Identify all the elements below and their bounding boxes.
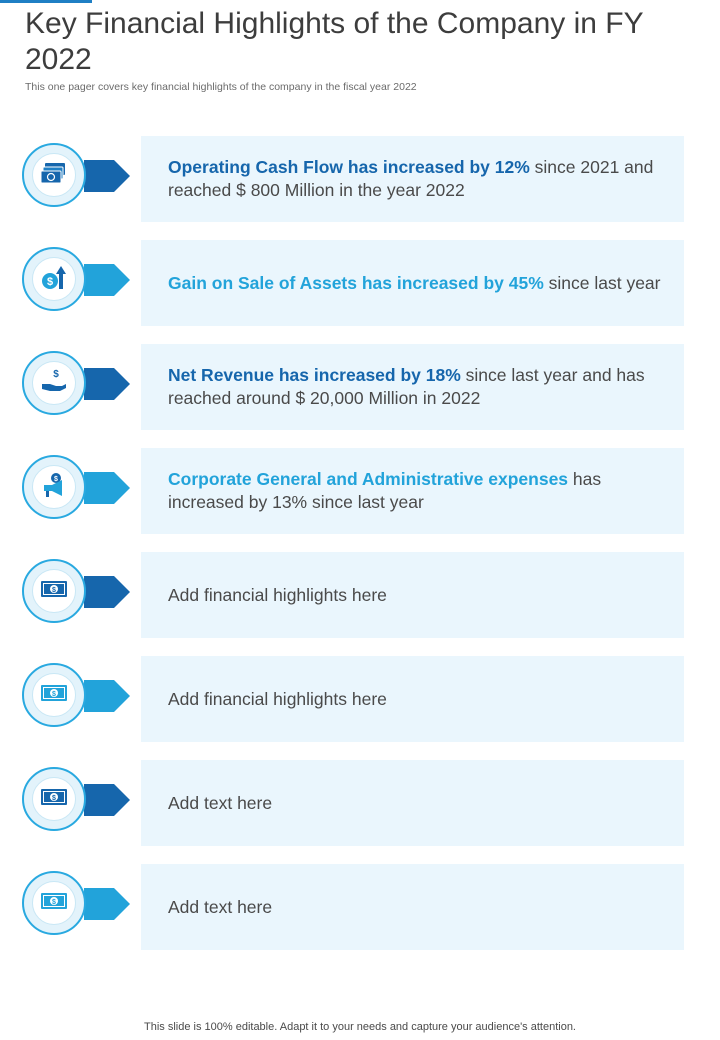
highlight-row xyxy=(0,656,720,742)
highlight-emphasis: Operating Cash Flow has increased by 12% xyxy=(168,157,530,177)
highlight-row xyxy=(0,760,720,846)
icon-badge xyxy=(22,559,132,631)
icon-badge xyxy=(22,351,132,423)
highlight-emphasis: Corporate General and Administrative expenses xyxy=(168,469,569,489)
banknote-icon xyxy=(40,892,68,915)
highlight-body: since last year xyxy=(543,272,661,293)
arrow-pointer xyxy=(84,680,130,712)
footer-note: This slide is 100% editable. Adapt it to your needs and capture your audience's attention. xyxy=(144,1021,576,1033)
arrow-pointer xyxy=(84,264,130,296)
arrow-pointer xyxy=(84,368,130,400)
cash-stack-icon xyxy=(39,161,69,190)
highlight-card xyxy=(141,136,684,222)
highlight-row xyxy=(0,864,720,950)
icon-badge xyxy=(22,767,132,839)
icon-badge xyxy=(22,247,132,319)
arrow-pointer xyxy=(84,576,130,608)
svg-text:$: $ xyxy=(46,275,54,288)
dollar-growth-icon xyxy=(40,263,68,296)
highlight-body: has increased by 13% since last year xyxy=(168,469,602,512)
arrow-pointer xyxy=(84,888,130,920)
hand-dollar-icon xyxy=(40,368,68,399)
highlight-body: since last year and has reached around $ 20,000 Million in 2022 xyxy=(168,365,645,408)
highlight-card xyxy=(141,448,684,534)
highlight-body: Add text here xyxy=(168,896,273,917)
top-accent-bar xyxy=(0,0,92,3)
svg-text:$: $ xyxy=(53,368,59,380)
highlight-body: Add text here xyxy=(168,792,273,813)
highlight-card xyxy=(141,864,684,950)
megaphone-dollar-icon xyxy=(40,471,68,504)
icon-badge xyxy=(22,663,132,735)
svg-text:$: $ xyxy=(52,586,56,594)
banknote-icon xyxy=(40,580,68,603)
highlight-body: since 2021 and reached $ 800 Million in the year 2022 xyxy=(168,157,654,200)
highlight-card xyxy=(141,760,684,846)
highlight-card xyxy=(141,240,684,326)
icon-badge xyxy=(22,143,132,215)
icon-badge xyxy=(22,455,132,527)
banknote-icon xyxy=(40,788,68,811)
highlight-emphasis: Gain on Sale of Assets has increased by 45% xyxy=(168,272,544,293)
svg-text:$: $ xyxy=(52,794,56,802)
highlight-row xyxy=(0,136,720,222)
svg-text:$: $ xyxy=(52,690,56,698)
arrow-pointer xyxy=(84,784,130,816)
highlight-body: Add financial highlights here xyxy=(168,688,387,709)
highlight-row xyxy=(0,448,720,534)
highlight-card xyxy=(141,344,684,430)
arrow-pointer xyxy=(84,160,130,192)
highlight-emphasis: Net Revenue has increased by 18% xyxy=(168,365,461,385)
highlight-body: Add financial highlights here xyxy=(168,584,387,605)
svg-text:$: $ xyxy=(54,475,58,483)
highlight-row xyxy=(0,552,720,638)
highlight-card xyxy=(141,656,684,742)
banknote-icon xyxy=(40,684,68,707)
page-title: Key Financial Highlights of the Company in FY 2022 xyxy=(25,7,644,76)
highlight-row xyxy=(0,240,720,326)
icon-badge xyxy=(22,871,132,943)
highlight-card xyxy=(141,552,684,638)
svg-text:$: $ xyxy=(52,898,56,906)
page-subtitle: This one pager covers key financial highlights of the company in the fiscal year 2022 xyxy=(25,81,417,93)
arrow-pointer xyxy=(84,472,130,504)
highlight-row xyxy=(0,344,720,430)
